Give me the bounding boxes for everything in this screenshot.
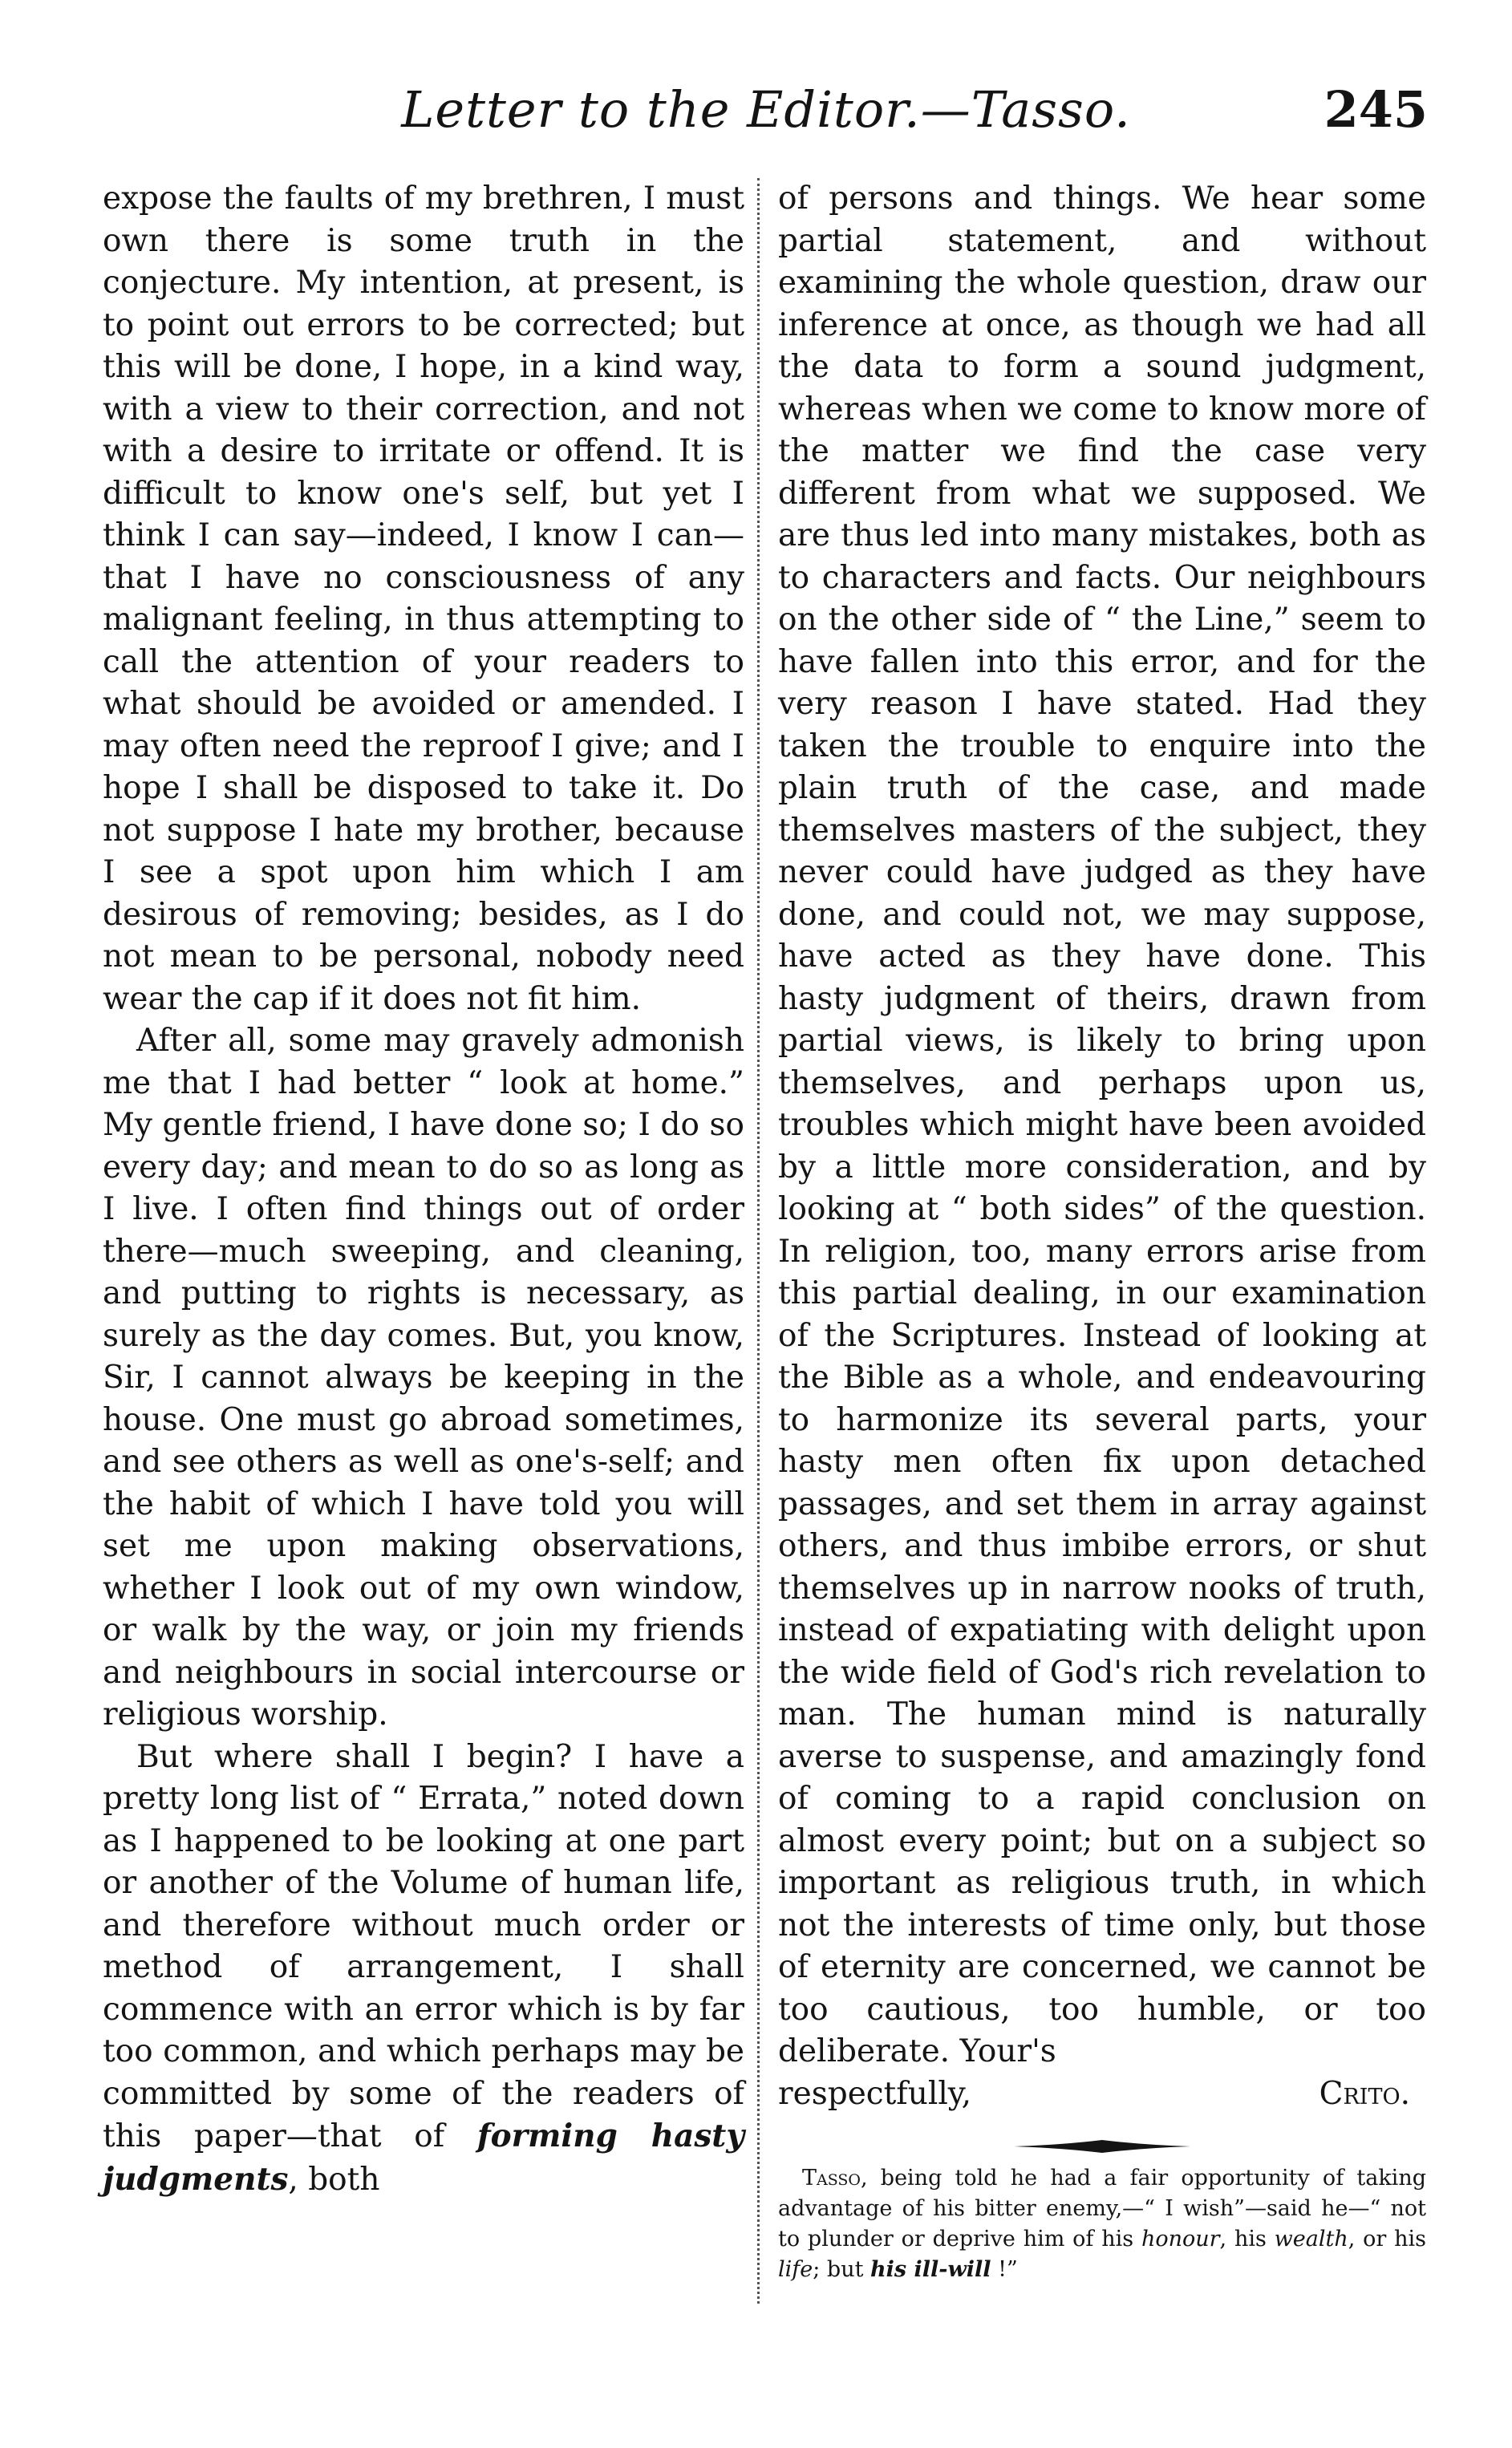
left-paragraph-3 xyxy=(103,1737,744,2202)
signoff-text: respectfully, xyxy=(778,2075,972,2112)
anecdote-wealth: wealth xyxy=(1274,2227,1348,2251)
anecdote-sep-2: , or his xyxy=(1348,2227,1426,2251)
letter-signoff xyxy=(778,2073,1426,2116)
page-header xyxy=(104,80,1428,168)
left-paragraph-3-end: , both xyxy=(288,2161,380,2198)
right-paragraph-1: of persons and things. We hear some partial statement, and without examining the whole question, draw our inference at once, as though we had all the data to form a sound judgment, whereas when we come to know more of the matter we find the case very different from what we supposed. We are thus led into many mistakes, both as to characters and facts. Our neighbours on the other side of “ the Line,” seem to have fallen into this error, and for the very reason I have stated. Had they taken the trouble to enquire into the plain truth of the case, and made themselves masters of the subject, they never could have judged as they have done, and could not, we may suppose, have acted as they have done. This hasty judgment of theirs, drawn from partial views, is likely to bring upon themselves, and perhaps upon us, troubles which might have been avoided by a little more consideration, and by looking at “ both sides” of the question. In religion, too, many errors arise from this partial dealing, in our examination of the Scriptures. Instead of looking at the Bible as a whole, and endeavouring to harmonize its several parts, your hasty men often fix upon detached passages, and set them in array against others, and thus imbibe errors, or shut themselves up in narrow nooks of truth, instead of expatiating with delight upon the wide field of God's rich revelation to man. The human mind is naturally averse to suspense, and amazingly fond of coming to a rapid conclusion on almost every point; but on a subject so important as religious truth, in which not the interests of time only, but those of eternity are concerned, we cannot be too cautious, too humble, or too deliberate. Your's xyxy=(778,180,1426,2069)
anecdote-close: !” xyxy=(991,2257,1018,2282)
anecdote-honour: honour xyxy=(1141,2227,1220,2251)
left-paragraph-1: expose the faults of my brethren, I must own there is some truth in the conjecture. My intention, at present, is to point out errors to be corrected; but this will be done, I hope, in a kind way, with a view to their correction, and not with a desire to irritate or offend. It is difficult to know one's self, but yet I think I can say—indeed, I know I can—that I have no consciousness of any malignant feeling, in thus attempting to call the attention of your readers to what should be avoided or amended. I may often need the reproof I give; and I hope I shall be disposed to take it. Do not suppose I hate my brother, because I see a spot upon him which I am desirous of removing; besides, as I do not mean to be personal, nobody need wear the cap if it does not fit him. xyxy=(103,180,744,1017)
anecdote-ill-will: his ill-will xyxy=(870,2257,991,2282)
column-divider xyxy=(757,178,760,2304)
signature-crito: Crito. xyxy=(1319,2075,1410,2112)
emphasis-hasty-judgments: forming hasty judgments xyxy=(103,2118,744,2198)
anecdote-text-1: , being told he had a fair opportunity of taking advantage of his bitter enemy,—“ I wish”—said he—“ not to plunder or deprive him of his xyxy=(778,2166,1426,2251)
page-number: 245 xyxy=(1324,80,1428,139)
tasso-anecdote xyxy=(778,2163,1426,2285)
left-column xyxy=(103,178,744,2201)
right-column xyxy=(778,178,1426,2285)
left-paragraph-2: After all, some may gravely admonish me that I had better “ look at home.” My gentle friend, I have done so; I do so every day; and mean to do so as long as I live. I often find things out of order there—much sweeping, and cleaning, and putting to rights is necessary, as surely as the day comes. But, you know, Sir, I cannot always be keeping in the house. One must go abroad sometimes, and see others as well as one's-self; and the habit of which I have told you will set me upon making observations, whether I look out of my own window, or walk by the way, or join my friends and neighbours in social intercourse or religious worship. xyxy=(103,1023,744,1733)
anecdote-sep-3: ; but xyxy=(813,2257,871,2282)
left-paragraph-3-start: But where shall I begin? I have a pretty long list of “ Errata,” noted down as I happened to be looking at one part or another of the Volume of human life, and therefore without much order or method of arrangement, I shall commence with an error which is by far too common, and which perhaps may be committed by some of the readers of this paper—that of xyxy=(103,1738,744,2154)
anecdote-life: life xyxy=(778,2257,813,2282)
anecdote-sep-1: , his xyxy=(1219,2227,1275,2251)
anecdote-name: Tasso xyxy=(802,2166,861,2191)
running-title: Letter to the Editor.—Tasso. xyxy=(401,80,1131,139)
ornament-rule-icon xyxy=(1014,2138,1190,2155)
